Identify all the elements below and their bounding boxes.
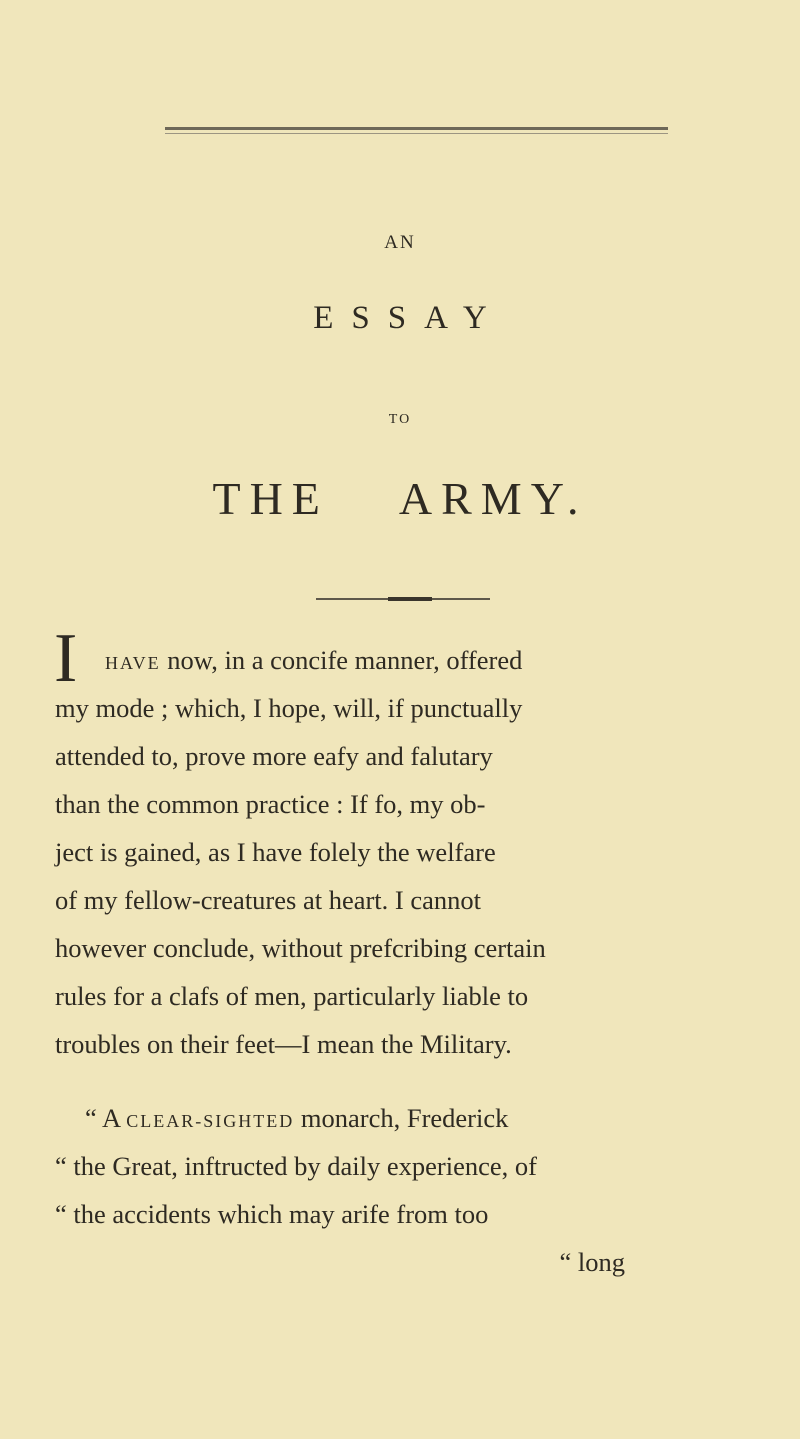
- paragraph-2-first-line: [55, 1094, 655, 1142]
- text-line: than the common practice : If fo, my ob-: [55, 789, 486, 819]
- title-an: AN: [384, 232, 416, 253]
- text-line: my mode ; which, I hope, will, if punctually: [55, 693, 523, 723]
- text-line: troubles on their feet—I mean the Military.: [55, 1029, 512, 1059]
- drop-cap: I: [54, 620, 78, 697]
- paragraph-1-first-line: [54, 620, 655, 697]
- text-line: however conclude, without prefcribing certain: [55, 933, 546, 963]
- open-quote: “: [85, 1103, 102, 1133]
- lead-a: A: [101, 1103, 127, 1133]
- text-line: attended to, prove more eafy and falutary: [55, 741, 493, 771]
- title-army: ARMY.: [398, 473, 588, 524]
- smallcaps-have: HAVE: [105, 653, 161, 673]
- title-the: THE: [212, 473, 329, 524]
- title-essay: ESSAY: [313, 300, 505, 336]
- text-line: “ the Great, inftructed by daily experience, of: [55, 1151, 537, 1181]
- first-line-rest: now, in a concife manner, offered: [160, 645, 523, 675]
- smallcaps-clear-sighted: CLEAR-SIGHTED: [126, 1111, 295, 1131]
- text-line: of my fellow-creatures at heart. I cannot: [55, 885, 482, 915]
- text-line: ject is gained, as I have folely the welfare: [55, 837, 496, 867]
- first-line-rest: monarch, Frederick: [294, 1103, 509, 1133]
- text-line: rules for a clafs of men, particularly liable to: [55, 981, 529, 1011]
- essay-body: [54, 620, 655, 1286]
- title-to: TO: [388, 412, 412, 427]
- top-double-rule: [165, 127, 668, 130]
- title-the-army: [0, 472, 800, 525]
- catchword: “ long: [559, 1247, 625, 1277]
- text-line: “ the accidents which may arife from too: [55, 1199, 489, 1229]
- ornamental-rule: [316, 598, 490, 600]
